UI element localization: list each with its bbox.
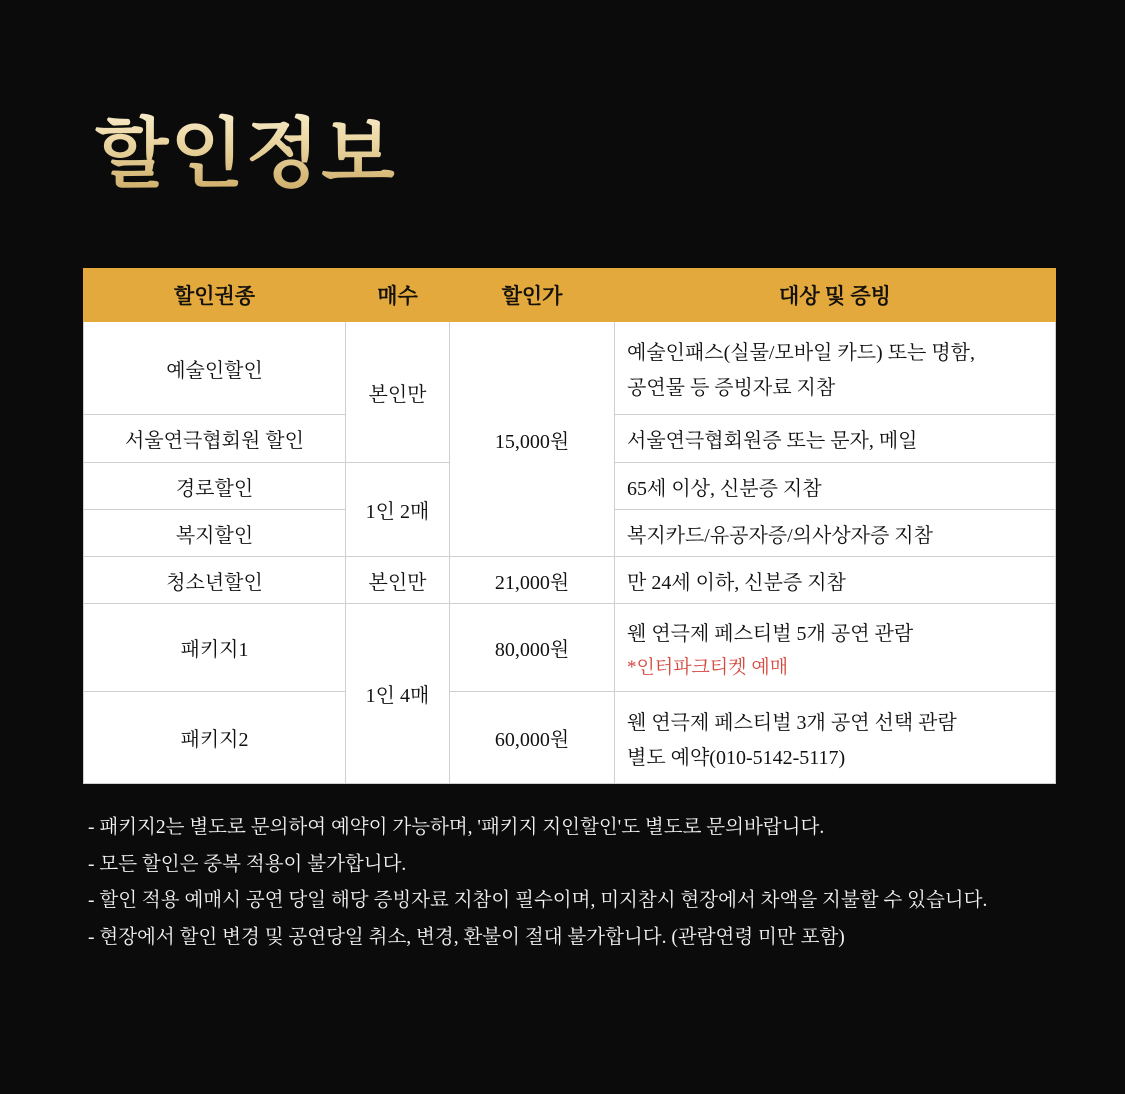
table-header-row	[84, 269, 1056, 322]
cell-type: 패키지1	[84, 604, 346, 692]
cell-proof	[615, 557, 1056, 604]
note-item: - 패키지2는 별도로 문의하여 예약이 가능하며, '패키지 지인할인'도 별도로 문의바랍니다.	[88, 817, 825, 838]
proof-line-accent: *인터파크티켓 예매	[627, 656, 789, 678]
discount-table-container	[83, 268, 1055, 784]
proof-line: 예술인패스(실물/모바일 카드) 또는 명함,	[627, 342, 975, 364]
cell-price: 80,000원	[450, 604, 615, 692]
discount-table	[83, 268, 1056, 784]
table-row	[84, 692, 1056, 784]
proof-line: 65세 이상, 신분증 지참	[627, 477, 822, 500]
page-title: 할인정보	[95, 93, 397, 202]
cell-price: 15,000원	[450, 322, 615, 557]
cell-type: 청소년할인	[84, 557, 346, 604]
cell-proof	[615, 510, 1056, 557]
proof-line: 복지카드/유공자증/의사상자증 지참	[627, 524, 933, 547]
note-item: - 모든 할인은 중복 적용이 불가합니다.	[88, 853, 407, 875]
cell-proof	[615, 415, 1056, 463]
column-header-type: 할인권종	[84, 269, 346, 322]
proof-line: 만 24세 이하, 신분증 지참	[627, 571, 846, 594]
cell-proof	[615, 463, 1056, 510]
proof-line: 서울연극협회원증 또는 문자, 메일	[627, 430, 918, 452]
cell-type: 패키지2	[84, 692, 346, 784]
cell-type: 복지할인	[84, 510, 346, 557]
table-header	[84, 269, 1056, 322]
cell-proof	[615, 322, 1056, 415]
cell-type: 경로할인	[84, 463, 346, 510]
cell-qty: 1인 2매	[346, 463, 450, 557]
cell-proof	[615, 692, 1056, 784]
cell-type: 서울연극협회원 할인	[84, 415, 346, 463]
note-item: - 현장에서 할인 변경 및 공연당일 취소, 변경, 환불이 절대 불가합니다. (관람연령 미만 포함)	[88, 926, 845, 948]
table-row	[84, 322, 1056, 415]
column-header-proof: 대상 및 증빙	[615, 269, 1056, 322]
table-row	[84, 604, 1056, 692]
cell-qty: 1인 4매	[346, 604, 450, 784]
cell-price: 21,000원	[450, 557, 615, 604]
notes-list	[88, 818, 1078, 964]
column-header-price: 할인가	[450, 269, 615, 322]
cell-proof	[615, 604, 1056, 692]
cell-price: 60,000원	[450, 692, 615, 784]
proof-line: 웬 연극제 페스티벌 3개 공연 선택 관람	[627, 711, 957, 734]
cell-qty: 본인만	[346, 322, 450, 463]
table-body	[84, 322, 1056, 784]
cell-type: 예술인할인	[84, 322, 346, 415]
proof-line: 공연물 등 증빙자료 지참	[627, 377, 836, 399]
proof-line: 별도 예약(010-5142-5117)	[627, 746, 846, 769]
proof-line: 웬 연극제 페스티벌 5개 공연 관람	[627, 622, 914, 645]
table-row	[84, 557, 1056, 604]
note-item: - 할인 적용 예매시 공연 당일 해당 증빙자료 지참이 필수이며, 미지참시 현장에서 차액을 지불할 수 있습니다.	[88, 890, 988, 911]
column-header-qty: 매수	[346, 269, 450, 322]
cell-qty: 본인만	[346, 557, 450, 604]
